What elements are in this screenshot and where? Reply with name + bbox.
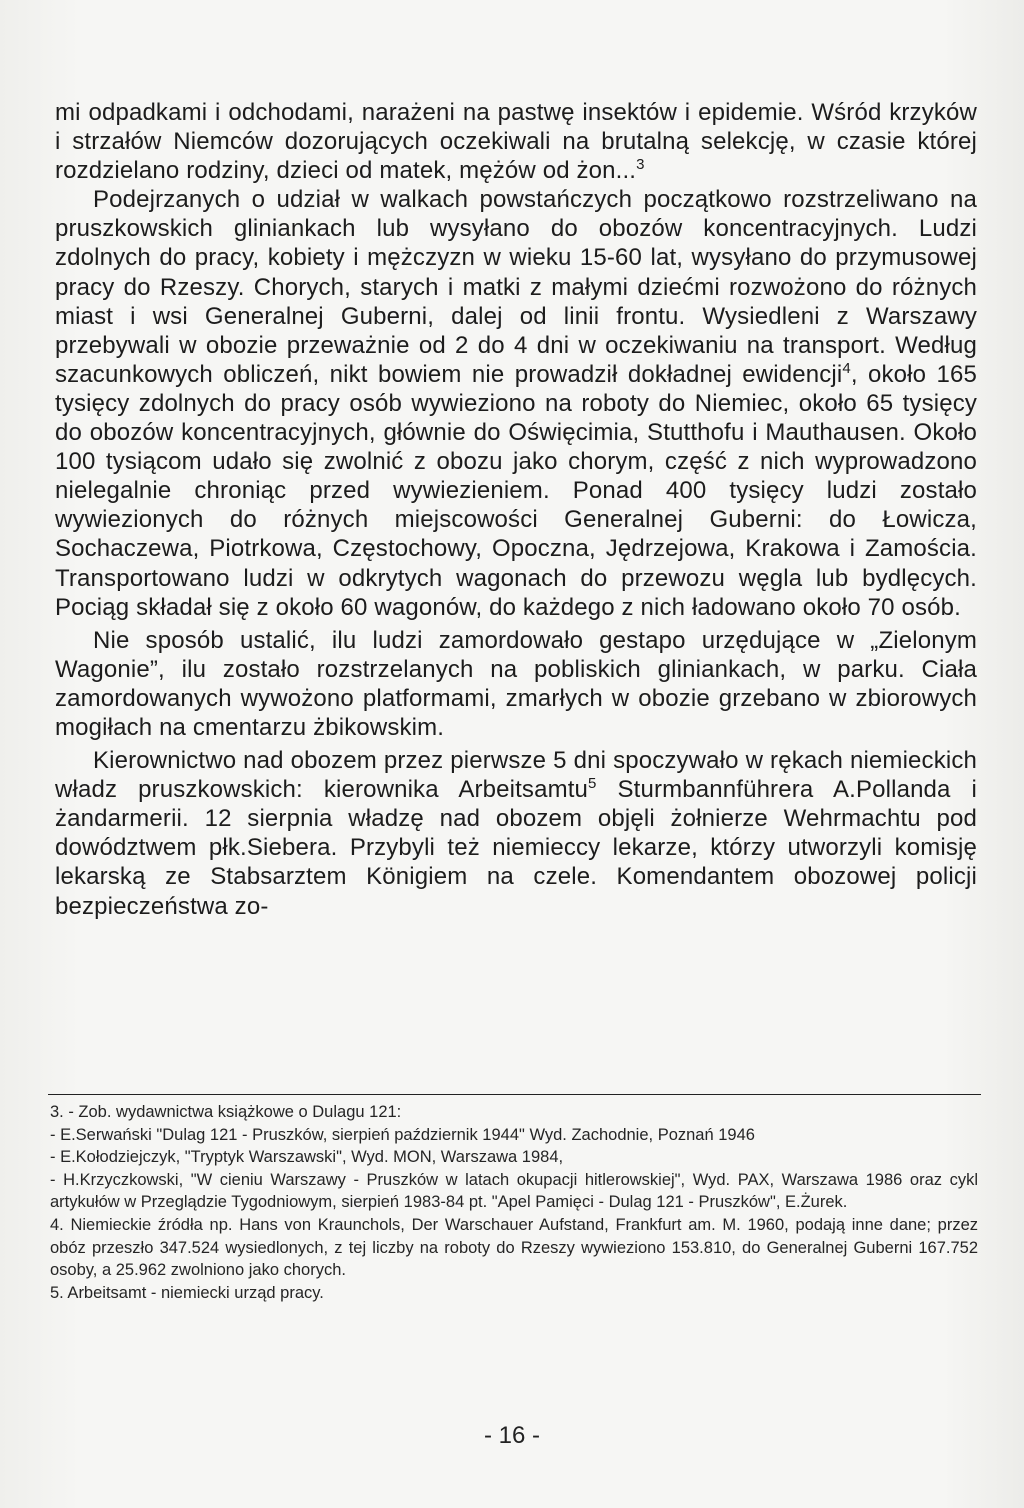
footnote-line: 5. Arbeitsamt - niemiecki urząd pracy. — [50, 1283, 324, 1302]
paragraph-3 — [55, 626, 977, 742]
footnote-line: - E.Serwański "Dulag 121 - Pruszków, sierpień październik 1944" Wyd. Zachodnie, Poznań 1946 — [50, 1125, 755, 1144]
paragraph-2 — [55, 185, 977, 621]
main-text — [55, 98, 977, 921]
footnote-ref-4: 4 — [842, 359, 851, 377]
paragraph-2-text-start: Podejrzanych o udział w walkach powstańczych początkowo rozstrzeliwano na pruszkowskich gliniankach lub wysyłano do obozów koncentracyjnych. Ludzi zdolnych do pracy, kobiety i mężczyzn w wieku 15-60 lat, wysyłano do przymusowej pracy do Rzeszy. Chorych, starych i matki z małymi dziećmi rozwożono do różnych miast i wsi Generalnej Guberni, dalej od linii frontu. Wysiedleni z Warszawy przebywali w obozie przeważnie od 2 do 4 dni w oczekiwaniu na transport. Według szacunkowych obliczeń, nikt bowiem nie prowadził dokładnej ewidencji — [55, 186, 977, 388]
footnote-line: - H.Krzyczkowski, "W cieniu Warszawy - Pruszków w latach okupacji hitlerowskiej", Wyd. PAX, Warszawa 1986 oraz cykl artykułów w Przeglądzie Tygodniowym, sierpień 1983-84 pt. "Apel Pamięci - Dulag 121 - Pruszków", E.Żurek. — [50, 1170, 978, 1212]
paragraph-4 — [55, 746, 977, 921]
page-number: - 16 - — [483, 1422, 540, 1449]
footnote-line: - E.Kołodziejczyk, "Tryptyk Warszawski", Wyd. MON, Warszawa 1984, — [50, 1148, 564, 1167]
paragraph-4-text-end: Sturmbannführera A.Pollanda i żandarmerii. 12 sierpnia władzę nad obozem objęli żołnierze Wehrmachtu pod dowództwem płk.Siebera. Przybyli też niemieccy lekarze, którzy utworzyli komisję lekarską ze Stabsarztem Königiem na czele. Komendantem obozowej policji bezpieczeństwa zo- — [55, 776, 977, 920]
paragraph-2-text-end: , około 165 tysięcy zdolnych do pracy osób wywieziono na roboty do Niemiec, około 65 tysięcy do obozów koncentracyjnych, głównie do Oświęcimia, Stutthofu i Mauthausen. Około 100 tysiącom udało się zwolnić z obozu jako chorym, część z nich wyprowadzono nielegalnie chroniąc przed wywiezieniem. Ponad 400 tysięcy ludzi zostało wywiezionych do różnych miejscowości Generalnej Guberni: do Łowicza, Sochaczewa, Piotrkowa, Częstochowy, Opoczna, Jędrzejowa, Krakowa i Zamościa. Transportowano ludzi w odkrytych wagonach do przewozu węgla lub bydlęcych. Pociąg składał się z około 60 wagonów, do każdego z nich ładowano około 70 osób. — [55, 360, 978, 621]
paragraph-4-text-start: Kierownictwo nad obozem przez pierwsze 5 dni spoczywało w rękach niemieckich władz pruszkowskich: kierownika Arbeitsamtu — [55, 747, 977, 804]
paragraph-3-text: Nie sposób ustalić, ilu ludzi zamordowało gestapo urzędujące w „Zielonym Wagonie”, ilu zostało rozstrzelanych na pobliskich gliniankach, w parku. Ciała zamordowanych wywożono platformami, zmarłych w obozie grzebano w zbiorowych mogiłach na cmentarzu żbikowskim. — [55, 626, 977, 741]
paragraph-1-text: mi odpadkami i odchodami, narażeni na pastwę insektów i epidemie. Wśród krzyków i strzałów Niemców dozorujących oczekiwali na brutalną selekcję, w czasie której rozdzielano rodziny, dzieci od matek, mężów od żon... — [55, 99, 977, 185]
footnote-ref-5: 5 — [588, 775, 597, 793]
paragraph-1 — [55, 98, 977, 185]
footnote-line: 3. - Zob. wydawnictwa książkowe o Dulagu 121: — [50, 1103, 402, 1121]
footnotes — [50, 1101, 978, 1304]
footnote-ref-3: 3 — [636, 156, 645, 174]
footnote-divider — [48, 1094, 981, 1095]
footnote-line: 4. Niemieckie źródła np. Hans von Kraunchols, Der Warschauer Aufstand, Frankfurt am. M. 1960, podają inne dane; przez obóz przeszło 347.524 wysiedlonych, z tej liczby na roboty do Rzeszy wywieziono 153.810, do Generalnej Guberni 167.752 osoby, a 25.962 zwolniono jako chorych. — [50, 1215, 978, 1280]
